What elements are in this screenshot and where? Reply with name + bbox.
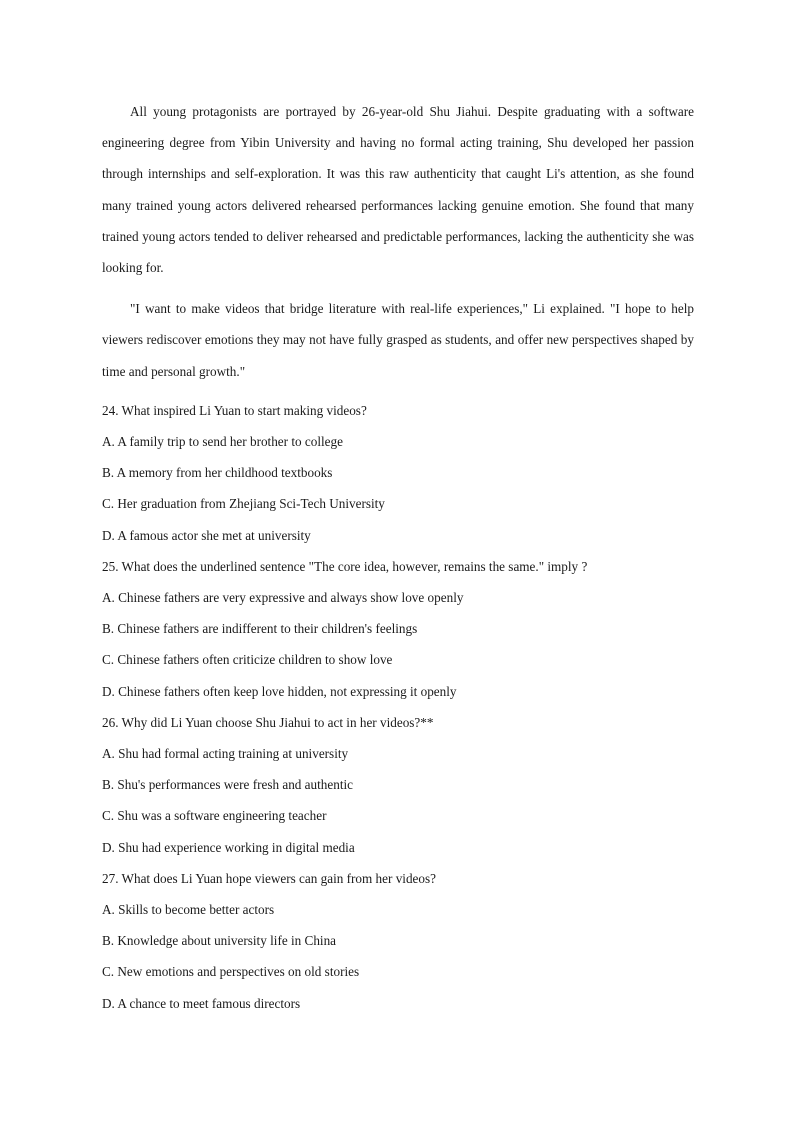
question-25 — [102, 551, 694, 707]
question-list — [102, 395, 694, 1019]
option-a: A. Chinese fathers are very expressive and always show love openly — [102, 590, 464, 606]
question-26 — [102, 707, 694, 863]
question-stem: 25. What does the underlined sentence "The core idea, however, remains the same." imply ? — [102, 558, 588, 574]
question-stem: 24. What inspired Li Yuan to start making videos? — [102, 402, 367, 418]
option-c: C. Her graduation from Zhejiang Sci-Tech University — [102, 496, 385, 512]
passage-paragraph-2: "I want to make videos that bridge literature with real-life experiences," Li explained. "I hope to help viewers rediscover emotions they may not have fully grasped as students, and offer new perspectives shaped by time and personal growth." — [102, 301, 694, 379]
option-d: D. A famous actor she met at university — [102, 527, 311, 543]
option-c: C. New emotions and perspectives on old stories — [102, 964, 360, 980]
option-b: B. A memory from her childhood textbooks — [102, 465, 333, 481]
question-24 — [102, 395, 694, 551]
document-page — [102, 96, 694, 1019]
option-a: A. A family trip to send her brother to college — [102, 434, 343, 450]
question-27 — [102, 863, 694, 1019]
option-d: D. A chance to meet famous directors — [102, 995, 301, 1011]
option-c: C. Shu was a software engineering teacher — [102, 808, 327, 824]
option-c: C. Chinese fathers often criticize children to show love — [102, 652, 393, 668]
question-stem: 27. What does Li Yuan hope viewers can gain from her videos? — [102, 870, 436, 886]
passage — [102, 96, 694, 387]
option-d: D. Chinese fathers often keep love hidden, not expressing it openly — [102, 683, 457, 699]
option-b: B. Shu's performances were fresh and authentic — [102, 777, 354, 793]
question-stem: 26. Why did Li Yuan choose Shu Jiahui to act in her videos?** — [102, 714, 434, 730]
option-a: A. Skills to become better actors — [102, 902, 275, 918]
option-b: B. Chinese fathers are indifferent to their children's feelings — [102, 621, 418, 637]
option-a: A. Shu had formal acting training at university — [102, 746, 349, 762]
passage-paragraph-1: All young protagonists are portrayed by 26-year-old Shu Jiahui. Despite graduating with a software engineering degree from Yibin University and having no formal acting training, Shu developed her passion through internships and self-exploration. It was this raw authenticity that caught Li's attention, as she found many trained young actors delivered rehearsed performances lacking genuine emotion. She found that many trained young actors tended to deliver rehearsed and predictable performances, lacking the authenticity she was looking for. — [102, 104, 694, 276]
option-b: B. Knowledge about university life in China — [102, 933, 337, 949]
option-d: D. Shu had experience working in digital media — [102, 839, 355, 855]
